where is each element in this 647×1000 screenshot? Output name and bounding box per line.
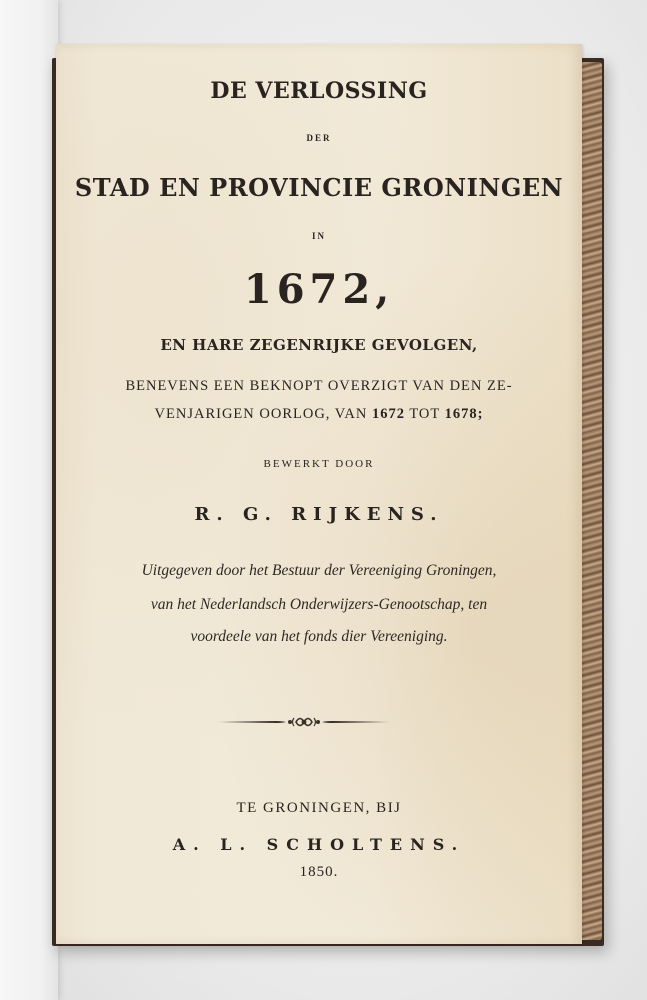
facing-blank-leaf bbox=[0, 0, 58, 1000]
title-page bbox=[56, 44, 582, 944]
subtitle: EN HARE ZEGENRIJKE GEVOLGEN, bbox=[160, 336, 478, 354]
publication-line-3: voordeele van het fonds dier Vereeniging. bbox=[190, 628, 448, 645]
description-year-from: 1672 bbox=[371, 406, 405, 422]
publication-line-2: van het Nederlandsch Onderwijzers-Genootschap, ten bbox=[150, 596, 488, 613]
title-line-1: DE VERLOSSING bbox=[210, 78, 428, 104]
title-line-2: STAD EN PROVINCIE GRONINGEN bbox=[74, 173, 564, 202]
imprint-city: TE GRONINGEN, BIJ bbox=[236, 800, 402, 816]
title-connector-in: IN bbox=[311, 231, 326, 241]
imprint-year: 1850. bbox=[299, 864, 339, 880]
title-year: 1672, bbox=[243, 266, 395, 313]
edited-by-label: BEWERKT DOOR bbox=[263, 458, 375, 470]
imprint-printer: A. L. SCHOLTENS. bbox=[172, 835, 466, 854]
description-line-2-start: VENJARIGEN OORLOG, VAN bbox=[154, 406, 372, 422]
decorative-rule-icon bbox=[216, 712, 392, 732]
description-year-to: 1678; bbox=[444, 406, 484, 422]
author-name: R. G. RIJKENS. bbox=[194, 504, 444, 525]
description-line-1: BENEVENS EEN BEKNOPT OVERZIGT VAN DEN ZE- bbox=[125, 378, 513, 394]
description-line-2 bbox=[56, 406, 582, 423]
description-line-2-mid: TOT bbox=[404, 406, 445, 422]
title-connector-der: DER bbox=[306, 133, 332, 143]
publication-line-1: Uitgegeven door het Bestuur der Vereeniging Groningen, bbox=[141, 562, 497, 579]
